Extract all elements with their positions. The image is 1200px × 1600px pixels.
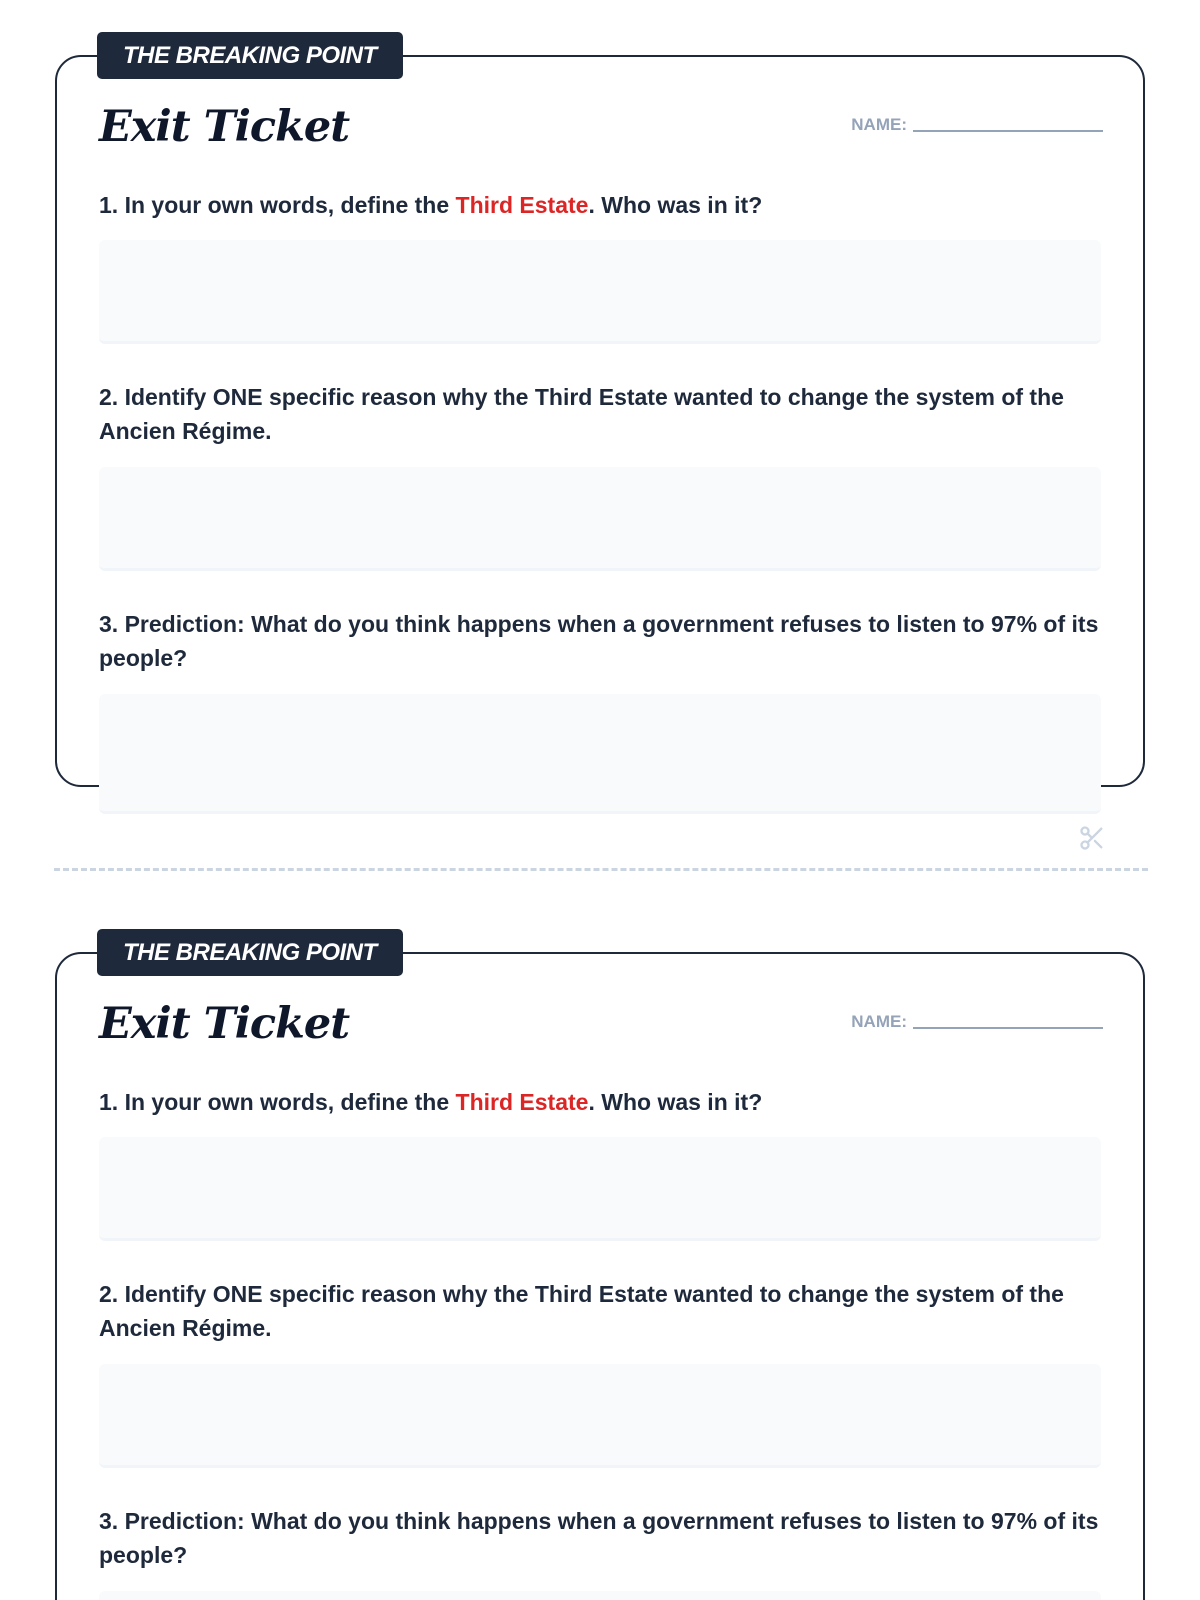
cut-line [54,868,1148,871]
question-1-suffix: . Who was in it? [588,192,763,218]
question-1-highlight: Third Estate [455,192,589,218]
name-label: NAME: [851,115,907,134]
answer-box-3[interactable] [99,694,1101,814]
ticket-title: Exit Ticket [99,999,350,1049]
answer-box-2[interactable] [99,1364,1101,1468]
name-field [851,1012,1103,1032]
question-1 [99,188,1101,222]
question-1-highlight: Third Estate [455,1089,589,1115]
answer-box-1[interactable] [99,240,1101,344]
question-1-prefix: 1. In your own words, define the [99,192,456,218]
question-3: 3. Prediction: What do you think happens when a government refuses to listen to 97% of its people? [99,611,1099,671]
exit-ticket-1 [55,42,1145,787]
question-2: 2. Identify ONE specific reason why the Third Estate wanted to change the system of the Ancien Régime. [99,384,1064,444]
ticket-tab-label: THE BREAKING POINT [97,32,403,79]
answer-box-3[interactable] [99,1591,1101,1600]
question-1-suffix: . Who was in it? [588,1089,763,1115]
question-1-prefix: 1. In your own words, define the [99,1089,456,1115]
answer-box-2[interactable] [99,467,1101,571]
name-label: NAME: [851,1012,907,1031]
ticket-title: Exit Ticket [99,102,350,152]
exit-ticket-2 [55,939,1145,1600]
ticket-tab-label: THE BREAKING POINT [97,929,403,976]
name-write-line[interactable] [913,130,1103,132]
name-write-line[interactable] [913,1027,1103,1029]
answer-box-1[interactable] [99,1137,1101,1241]
name-field [851,115,1103,135]
question-1 [99,1085,1101,1119]
scissors-icon [1078,824,1106,852]
question-3: 3. Prediction: What do you think happens when a government refuses to listen to 97% of its people? [99,1508,1099,1568]
question-2: 2. Identify ONE specific reason why the Third Estate wanted to change the system of the Ancien Régime. [99,1281,1064,1341]
